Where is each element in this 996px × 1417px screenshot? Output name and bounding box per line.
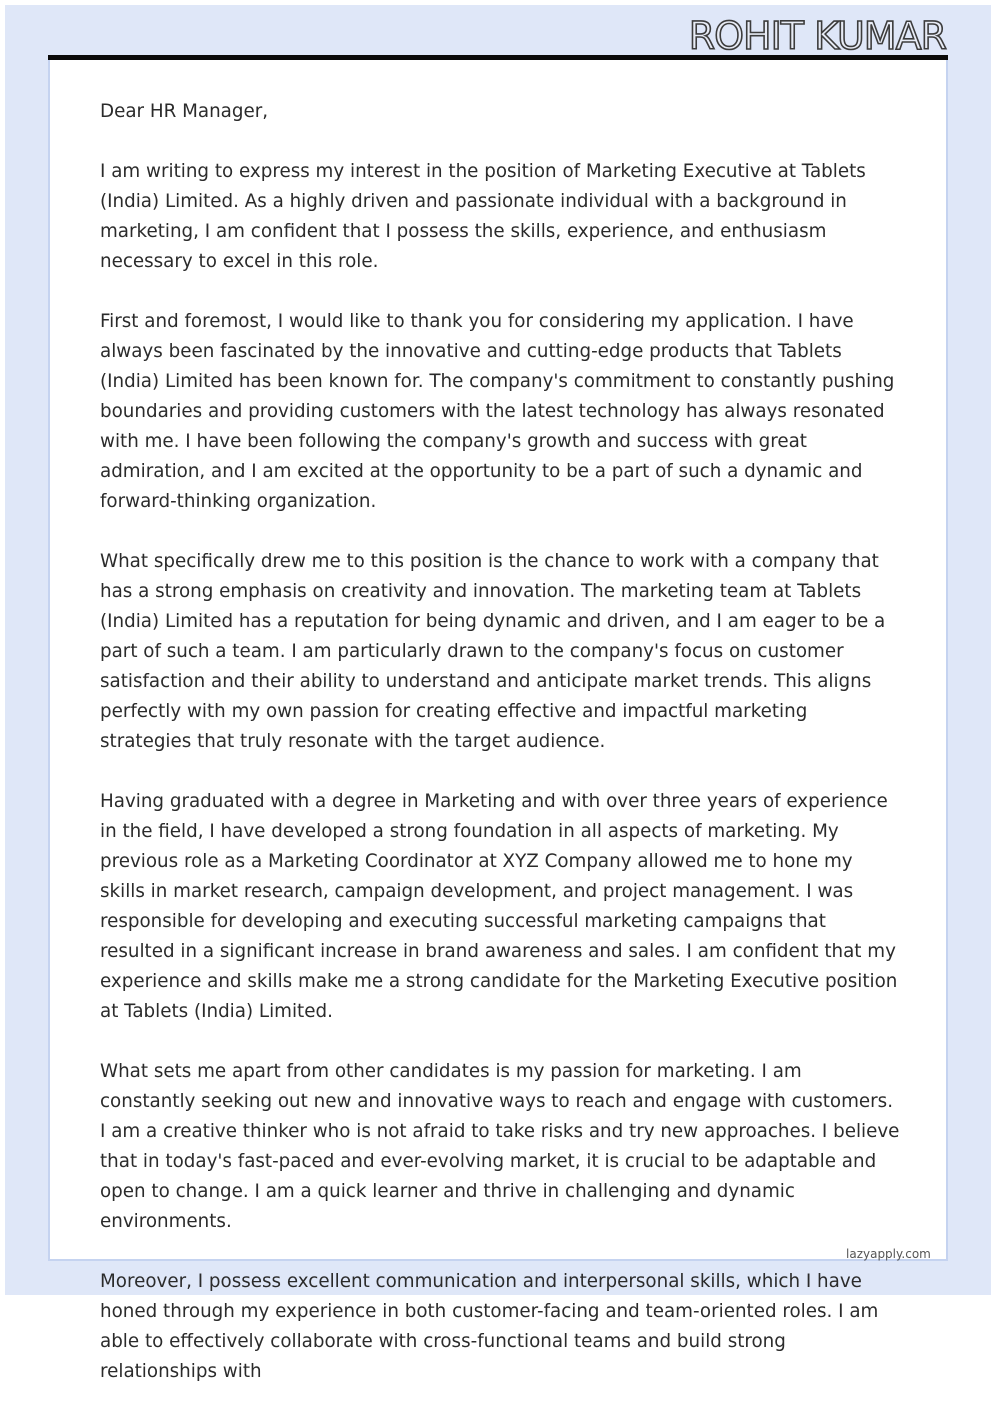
watermark-text: lazyapply.com: [846, 1247, 931, 1261]
paragraph-differentiators: What sets me apart from other candidates is my passion for marketing. I am constantly seeking out new and innovative ways to reach and engage with customers. I am a creative thinker who is not afraid to take risks and try new approaches. I believe that in today's fast-paced and ever-evolving market, it is crucial to be adaptable and open to change. I am a quick learner and thrive in challenging and dynamic environments.: [100, 1061, 900, 1232]
applicant-name: ROHIT KUMAR: [688, 14, 946, 58]
paragraph-company-interest: First and foremost, I would like to thank you for considering my application. I have always been fascinated by the innovative and cutting-edge products that Tablets (India) Limited has been known for. The company's commitment to constantly pushing boundaries and providing customers with the latest technology has always resonated with me. I have been following the company's growth and success with great admiration, and I am excited at the opportunity to be a part of such a dynamic and forward-thinking organization.: [100, 311, 895, 512]
salutation: Dear HR Manager,: [100, 101, 269, 122]
paragraph-communication-skills: Moreover, I possess excellent communication and interpersonal skills, which I have honed through my experience in both customer-facing and team-oriented roles. I am able to effectively collaborate with cross-functional teams and build strong relationships with: [100, 1271, 879, 1382]
paragraph-introduction: I am writing to express my interest in the position of Marketing Executive at Tablets (India) Limited. As a highly driven and passionate individual with a background in marketing, I am confident that I possess the skills, experience, and enthusiasm necessary to excel in this role.: [100, 161, 866, 272]
paragraph-experience: Having graduated with a degree in Marketing and with over three years of experience in the field, I have developed a strong foundation in all aspects of marketing. My previous role as a Marketing Coordinator at XYZ Company allowed me to hone my skills in market research, campaign development, and project management. I was responsible for developing and executing successful marketing campaigns that resulted in a significant increase in brand awareness and sales. I am confident that my experience and skills make me a strong candidate for the Marketing Executive position at Tablets (India) Limited.: [100, 791, 898, 1022]
paragraph-position-appeal: What specifically drew me to this position is the chance to work with a company that has a strong emphasis on creativity and innovation. The marketing team at Tablets (India) Limited has a reputation for being dynamic and driven, and I am eager to be a part of such a team. I am particularly drawn to the company's focus on customer satisfaction and their ability to understand and anticipate market trends. This aligns perfectly with my own passion for creating effective and impactful marketing strategies that truly resonate with the target audience.: [100, 551, 886, 752]
cover-letter-body: [100, 97, 900, 1417]
